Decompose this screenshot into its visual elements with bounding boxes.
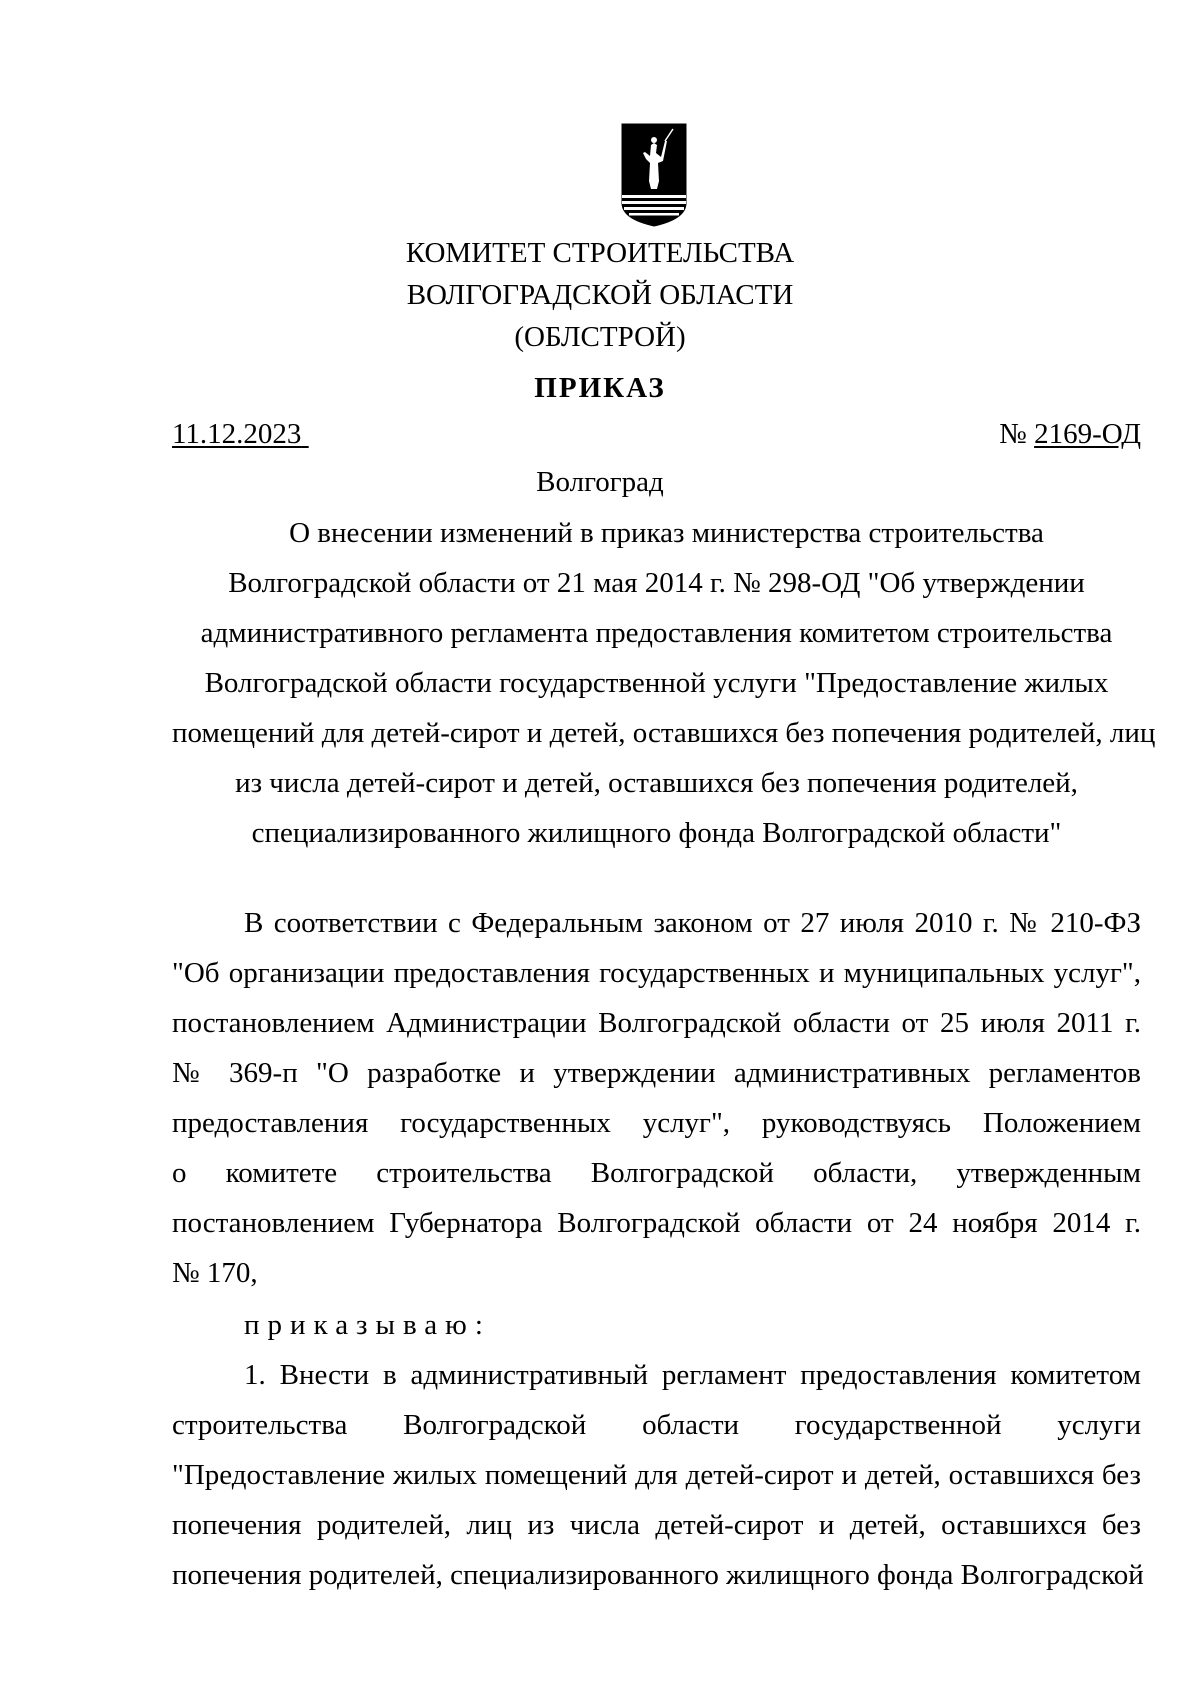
organization-name xyxy=(300,232,900,358)
org-line-3: (ОБЛСТРОЙ) xyxy=(514,321,686,353)
order-item-1 xyxy=(172,1350,1144,1600)
subject-line: помещений для детей-сирот и детей, оставшихся без попечения родителей, лиц xyxy=(172,717,1156,749)
item1-line: попечения родителей, лиц из числа детей-сирот и детей, оставшихся без xyxy=(172,1509,1141,1541)
subject-line: специализированного жилищного фонда Волгоградской области" xyxy=(251,817,1062,849)
document-city: Волгоград xyxy=(536,466,664,498)
preamble-line: постановлением Администрации Волгоградской области от 25 июля 2011 г. xyxy=(172,1007,1141,1039)
document-subject xyxy=(172,508,1156,858)
document-type-title: ПРИКАЗ xyxy=(534,372,666,404)
item1-line: 1. Внести в административный регламент предоставления комитетом xyxy=(244,1359,1141,1391)
preamble-line: о комитете строительства Волгоградской области, утвержденным xyxy=(172,1157,1141,1189)
preamble-line: "Об организации предоставления государственных и муниципальных услуг", xyxy=(172,957,1141,989)
subject-line: административного регламента предоставления комитетом строительства xyxy=(200,617,1113,649)
preamble-line: № 170, xyxy=(172,1257,258,1289)
item1-line: "Предоставление жилых помещений для детей-сирот и детей, оставшихся без xyxy=(172,1459,1141,1491)
document-date xyxy=(172,414,309,454)
document-number-prefix: № xyxy=(999,418,1027,450)
preamble-line: постановлением Губернатора Волгоградской области от 24 ноября 2014 г. xyxy=(172,1207,1141,1239)
subject-line: из числа детей-сирот и детей, оставшихся без попечения родителей, xyxy=(235,767,1078,799)
item1-line: попечения родителей, специализированного жилищного фонда Волгоградской xyxy=(172,1559,1144,1591)
org-line-1: КОМИТЕТ СТРОИТЕЛЬСТВА xyxy=(405,237,795,269)
document-number-value: 2169-ОД xyxy=(1034,418,1141,450)
subject-line: Волгоградской области государственной услуги "Предоставление жилых xyxy=(204,667,1109,699)
preamble-paragraph xyxy=(172,898,1141,1298)
preamble-line: № 369-п "О разработке и утверждении административных регламентов xyxy=(172,1057,1141,1089)
subject-line: О внесении изменений в приказ министерства строительства xyxy=(289,517,1044,549)
order-word-block xyxy=(172,1300,1141,1350)
org-line-2: ВОЛГОГРАДСКОЙ ОБЛАСТИ xyxy=(406,279,794,311)
coat-of-arms-emblem xyxy=(621,123,687,227)
subject-line: Волгоградской области от 21 мая 2014 г. № 298-ОД "Об утверждении xyxy=(228,567,1085,599)
item1-line: строительства Волгоградской области государственной услуги xyxy=(172,1409,1141,1441)
document-number xyxy=(999,414,1141,454)
order-word: приказываю: xyxy=(244,1309,491,1341)
preamble-line: В соответствии с Федеральным законом от 27 июля 2010 г. № 210-ФЗ xyxy=(244,907,1141,939)
preamble-line: предоставления государственных услуг", руководствуясь Положением xyxy=(172,1107,1141,1139)
document-date-value: 11.12.2023 xyxy=(172,418,302,450)
